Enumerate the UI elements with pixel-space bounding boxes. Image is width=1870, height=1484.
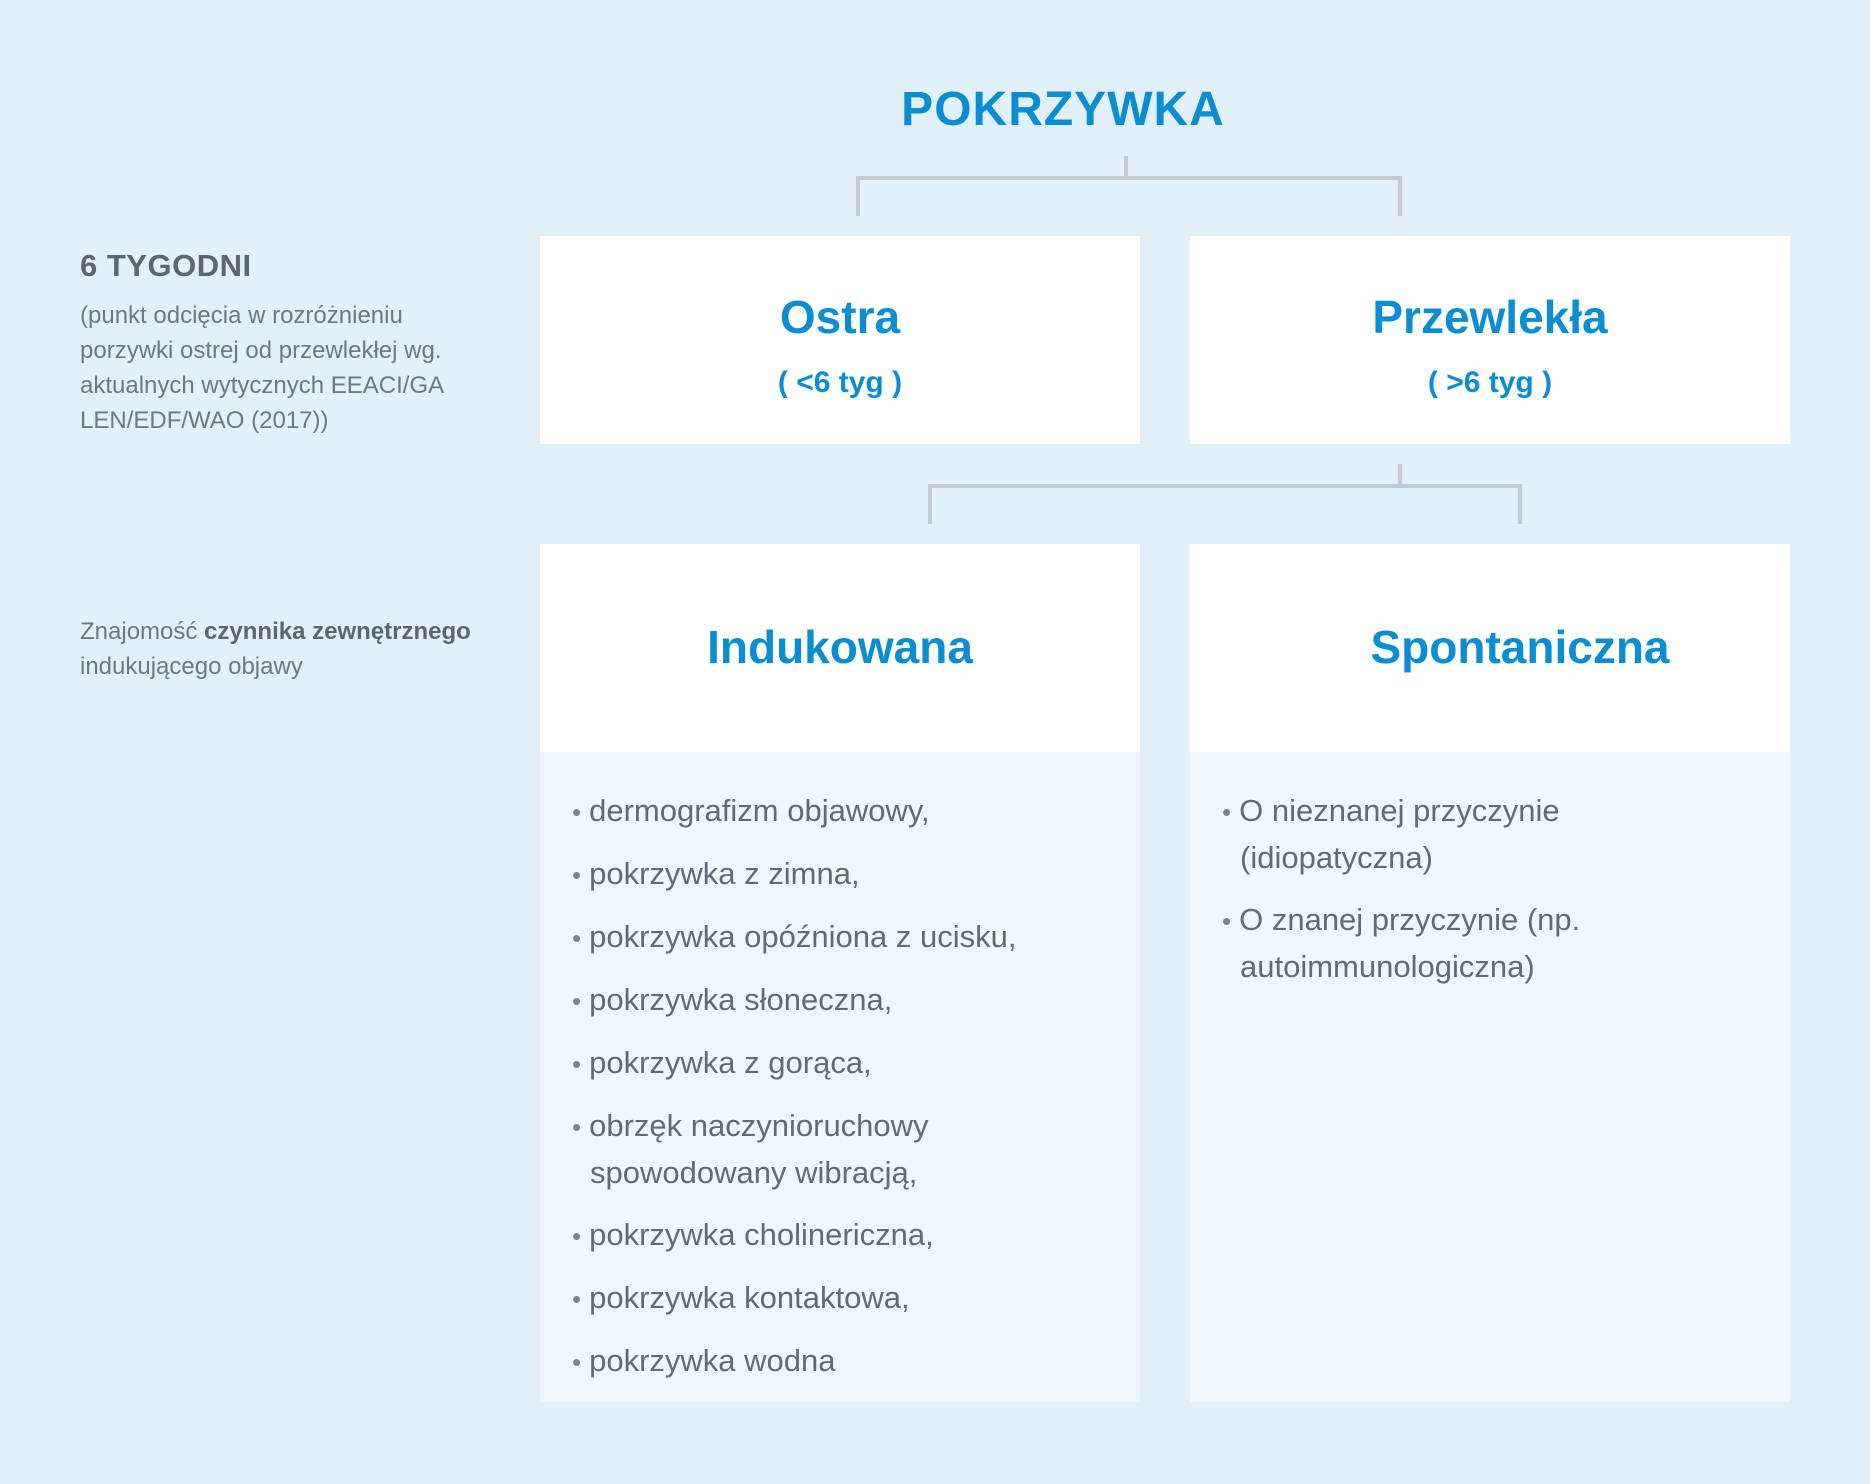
spontaneous-list-panel	[1190, 752, 1790, 1402]
list-item: • pokrzywka z zimna,	[572, 851, 1140, 898]
acute-duration: ( <6 tyg )	[777, 366, 903, 399]
list-item: • pokrzywka kontaktowa,	[572, 1275, 1140, 1322]
list-item: • pokrzywka wodna	[572, 1338, 1140, 1385]
chronic-duration: ( >6 tyg )	[1427, 366, 1553, 399]
spontaneous-list	[1222, 788, 1790, 990]
list-item: • dermografizm objawowy,	[572, 788, 1140, 835]
weeks-description: (punkt odcięcia w rozróżnieniu porzywki ostrej od przewlekłej wg. aktualnych wytycznych EEACI/GA LEN/EDF/WAO (2017))	[80, 302, 443, 434]
list-item: • pokrzywka cholinericzna,	[572, 1212, 1140, 1259]
list-item: • pokrzywka opóźniona z ucisku,	[572, 914, 1140, 961]
list-item: • pokrzywka z gorąca,	[572, 1040, 1140, 1087]
list-item: • obrzęk naczynioruchowy spowodowany wibracją,	[572, 1103, 1010, 1196]
spontaneous-label: Spontaniczna	[1370, 621, 1670, 673]
weeks-heading: 6 TYGODNI	[80, 248, 252, 283]
factor-bold: czynnika zewnętrznego	[204, 618, 471, 645]
spontaneous-box	[1190, 544, 1790, 752]
induced-list	[572, 788, 1140, 1385]
acute-label: Ostra	[779, 291, 901, 343]
list-item: • pokrzywka słoneczna,	[572, 977, 1140, 1024]
acute-box	[540, 236, 1140, 444]
weeks-note	[80, 248, 500, 438]
induced-box	[540, 544, 1140, 752]
factor-note	[80, 614, 520, 684]
connector-root	[858, 156, 1400, 216]
chronic-box	[1190, 236, 1790, 444]
chronic-label: Przewlekła	[1372, 291, 1608, 343]
list-item: • O nieznanej przyczynie (idiopatyczna)	[1222, 788, 1640, 881]
induced-list-panel	[540, 752, 1140, 1402]
induced-label: Indukowana	[707, 621, 973, 673]
factor-suffix: indukującego objawy	[80, 653, 303, 680]
factor-prefix: Znajomość	[80, 618, 205, 645]
connector-chronic	[930, 464, 1520, 524]
list-item: • O znanej przyczynie (np. autoimmunologiczna)	[1222, 897, 1660, 990]
diagram-title: POKRZYWKA	[901, 83, 1225, 136]
